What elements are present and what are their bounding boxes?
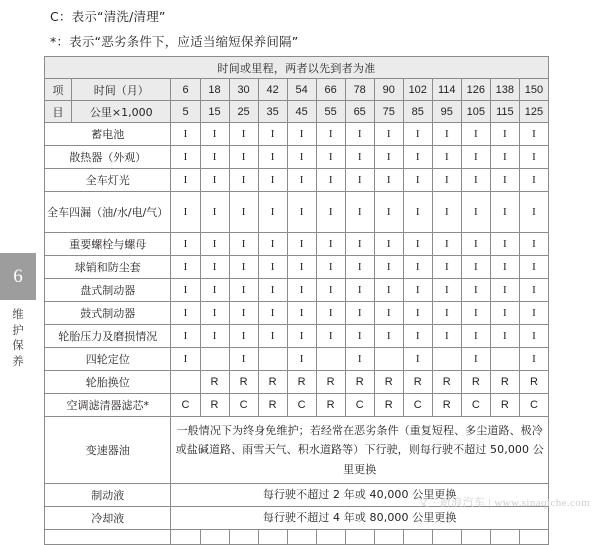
table-note-row	[45, 417, 549, 484]
legend-note-asterisk: *：表示“恶劣条件下，应适当缩短保养间隔”	[50, 34, 299, 49]
maintenance-mark: I	[490, 325, 519, 348]
maintenance-mark: I	[490, 302, 519, 325]
maintenance-mark: R	[200, 394, 229, 417]
table-row	[45, 371, 549, 394]
maintenance-mark: I	[316, 325, 345, 348]
maintenance-mark: I	[345, 256, 374, 279]
maintenance-mark: I	[403, 169, 432, 192]
maintenance-mark: C	[287, 394, 316, 417]
maintenance-mark: R	[258, 371, 287, 394]
maintenance-mark: I	[461, 233, 490, 256]
distance-km-value: 15	[200, 101, 229, 123]
maintenance-item-label: 重要螺栓与螺母	[45, 233, 171, 256]
maintenance-mark: I	[287, 233, 316, 256]
maintenance-note-text: 每行驶不超过 4 年或 80,000 公里更换	[171, 507, 549, 530]
maintenance-mark: I	[403, 348, 432, 371]
maintenance-mark: C	[461, 394, 490, 417]
maintenance-mark: I	[229, 256, 258, 279]
chapter-label-char: 护	[12, 322, 24, 337]
maintenance-item-label: 球销和防尘套	[45, 256, 171, 279]
time-month-value: 30	[229, 79, 258, 101]
time-month-value: 150	[519, 79, 548, 101]
maintenance-item-label: 制动液	[45, 484, 171, 507]
maintenance-item-label: 全车灯光	[45, 169, 171, 192]
maintenance-item-label	[45, 530, 171, 545]
maintenance-mark: I	[316, 192, 345, 233]
maintenance-mark: I	[200, 146, 229, 169]
maintenance-mark: I	[258, 279, 287, 302]
table-row-partial	[45, 530, 549, 545]
distance-km-value: 85	[403, 101, 432, 123]
maintenance-mark: C	[229, 394, 258, 417]
maintenance-mark: I	[200, 325, 229, 348]
maintenance-item-label: 鼓式制动器	[45, 302, 171, 325]
maintenance-mark: I	[432, 256, 461, 279]
maintenance-mark: I	[403, 325, 432, 348]
maintenance-mark: I	[287, 256, 316, 279]
time-month-value: 54	[287, 79, 316, 101]
distance-km-value: 105	[461, 101, 490, 123]
maintenance-mark: R	[432, 371, 461, 394]
time-month-value: 138	[490, 79, 519, 101]
maintenance-mark: I	[374, 233, 403, 256]
table-band-title: 时间或里程，两者以先到者为准	[45, 57, 549, 79]
maintenance-mark: I	[403, 279, 432, 302]
maintenance-mark: I	[519, 256, 548, 279]
maintenance-mark	[490, 530, 519, 545]
maintenance-mark: I	[519, 146, 548, 169]
maintenance-mark: I	[345, 146, 374, 169]
maintenance-mark	[258, 530, 287, 545]
maintenance-mark	[287, 530, 316, 545]
maintenance-schedule-table	[44, 56, 549, 545]
maintenance-mark: R	[519, 371, 548, 394]
maintenance-item-label: 冷却液	[45, 507, 171, 530]
maintenance-note-text: 一般情况下为终身免维护；若经常在恶劣条件（重复短程、多尘道路、极冷或盐碱道路、雨雪天气、积水道路等）下行驶，则每行驶不超过 50,000 公里更换	[171, 417, 549, 484]
maintenance-mark	[432, 530, 461, 545]
maintenance-mark: R	[374, 394, 403, 417]
maintenance-mark: R	[287, 371, 316, 394]
time-month-value: 6	[171, 79, 200, 101]
maintenance-mark: I	[490, 123, 519, 146]
maintenance-mark: I	[171, 348, 200, 371]
maintenance-mark	[171, 530, 200, 545]
maintenance-mark: I	[229, 348, 258, 371]
table-row	[45, 325, 549, 348]
maintenance-mark: I	[461, 256, 490, 279]
maintenance-mark: I	[171, 302, 200, 325]
table-note-row	[45, 507, 549, 530]
maintenance-mark: I	[287, 348, 316, 371]
maintenance-mark: I	[258, 302, 287, 325]
maintenance-mark: I	[287, 325, 316, 348]
maintenance-mark: I	[461, 192, 490, 233]
table-row	[45, 256, 549, 279]
maintenance-mark: I	[519, 348, 548, 371]
table-row	[45, 348, 549, 371]
maintenance-mark: I	[171, 256, 200, 279]
table-row	[45, 169, 549, 192]
maintenance-mark: I	[171, 279, 200, 302]
maintenance-item-label: 轮胎换位	[45, 371, 171, 394]
maintenance-mark: I	[461, 279, 490, 302]
maintenance-mark: I	[345, 169, 374, 192]
time-month-value: 42	[258, 79, 287, 101]
maintenance-mark: I	[345, 325, 374, 348]
axis-label-top: 项	[45, 79, 72, 101]
maintenance-mark: I	[258, 146, 287, 169]
maintenance-note-text: 每行驶不超过 2 年或 40,000 公里更换	[171, 484, 549, 507]
distance-km-value: 25	[229, 101, 258, 123]
maintenance-mark: I	[171, 192, 200, 233]
maintenance-mark	[316, 530, 345, 545]
table-note-row	[45, 484, 549, 507]
maintenance-mark: I	[432, 325, 461, 348]
maintenance-mark: I	[403, 123, 432, 146]
maintenance-mark: I	[258, 325, 287, 348]
maintenance-mark: I	[432, 192, 461, 233]
maintenance-mark: I	[229, 325, 258, 348]
maintenance-mark: I	[229, 123, 258, 146]
maintenance-mark: I	[287, 192, 316, 233]
distance-km-value: 5	[171, 101, 200, 123]
watermark: 文 · 新浪汽车 | www.sinaqiche.com	[418, 497, 591, 509]
maintenance-mark: I	[490, 233, 519, 256]
maintenance-mark: I	[200, 169, 229, 192]
distance-km-value: 75	[374, 101, 403, 123]
table-row	[45, 192, 549, 233]
maintenance-mark: R	[374, 371, 403, 394]
maintenance-mark: I	[374, 279, 403, 302]
legend-notes	[50, 4, 570, 54]
maintenance-mark: I	[345, 123, 374, 146]
maintenance-mark: I	[403, 192, 432, 233]
time-month-value: 78	[345, 79, 374, 101]
distance-km-value: 95	[432, 101, 461, 123]
maintenance-mark: I	[490, 279, 519, 302]
maintenance-mark: C	[519, 394, 548, 417]
chapter-tab	[0, 253, 36, 369]
maintenance-mark: I	[490, 169, 519, 192]
maintenance-mark: R	[316, 394, 345, 417]
maintenance-mark	[258, 348, 287, 371]
maintenance-mark: I	[287, 169, 316, 192]
maintenance-item-label: 全车四漏（油/水/电/气）	[45, 192, 171, 233]
maintenance-mark: R	[432, 394, 461, 417]
maintenance-mark: I	[374, 325, 403, 348]
maintenance-mark: I	[200, 279, 229, 302]
time-month-value: 102	[403, 79, 432, 101]
distance-km-value: 35	[258, 101, 287, 123]
maintenance-mark: I	[490, 256, 519, 279]
maintenance-mark: I	[345, 302, 374, 325]
maintenance-mark: I	[461, 348, 490, 371]
maintenance-mark: I	[403, 233, 432, 256]
table-row	[45, 146, 549, 169]
maintenance-mark: R	[200, 371, 229, 394]
maintenance-mark: I	[374, 192, 403, 233]
time-month-value: 90	[374, 79, 403, 101]
maintenance-mark: I	[432, 233, 461, 256]
maintenance-item-label: 变速器油	[45, 417, 171, 484]
maintenance-mark: I	[461, 169, 490, 192]
maintenance-mark	[171, 371, 200, 394]
maintenance-mark: I	[200, 302, 229, 325]
maintenance-mark: I	[345, 233, 374, 256]
distance-km-value: 115	[490, 101, 519, 123]
maintenance-mark: I	[519, 169, 548, 192]
maintenance-mark: I	[461, 302, 490, 325]
maintenance-mark: I	[258, 123, 287, 146]
maintenance-mark	[316, 348, 345, 371]
maintenance-mark: I	[200, 192, 229, 233]
maintenance-mark: C	[171, 394, 200, 417]
table-row	[45, 394, 549, 417]
maintenance-mark: R	[229, 371, 258, 394]
maintenance-mark: I	[171, 123, 200, 146]
maintenance-mark: I	[316, 146, 345, 169]
maintenance-mark	[490, 348, 519, 371]
maintenance-mark: I	[229, 169, 258, 192]
table-row	[45, 302, 549, 325]
maintenance-mark	[200, 530, 229, 545]
maintenance-mark: I	[258, 256, 287, 279]
table-row	[45, 123, 549, 146]
maintenance-mark: R	[403, 371, 432, 394]
maintenance-mark	[374, 348, 403, 371]
maintenance-mark: I	[432, 279, 461, 302]
maintenance-mark: C	[345, 394, 374, 417]
maintenance-mark: I	[200, 123, 229, 146]
chapter-label-char: 养	[12, 353, 24, 368]
maintenance-item-label: 轮胎压力及磨损情况	[45, 325, 171, 348]
maintenance-item-label: 蓄电池	[45, 123, 171, 146]
time-month-value: 66	[316, 79, 345, 101]
maintenance-mark: I	[229, 192, 258, 233]
maintenance-mark: R	[461, 371, 490, 394]
maintenance-mark: I	[171, 146, 200, 169]
maintenance-mark: I	[432, 169, 461, 192]
maintenance-mark: I	[258, 233, 287, 256]
maintenance-mark: I	[345, 279, 374, 302]
maintenance-mark	[229, 530, 258, 545]
maintenance-mark: I	[374, 146, 403, 169]
table-band-row	[45, 57, 549, 79]
maintenance-item-label: 四轮定位	[45, 348, 171, 371]
maintenance-mark: I	[519, 123, 548, 146]
maintenance-mark: I	[229, 279, 258, 302]
maintenance-mark: I	[287, 123, 316, 146]
maintenance-mark: I	[287, 146, 316, 169]
chapter-label	[0, 307, 36, 369]
maintenance-item-label: 空调滤清器滤芯*	[45, 394, 171, 417]
table-header-row-time	[45, 79, 549, 101]
maintenance-mark: I	[316, 256, 345, 279]
maintenance-mark: I	[345, 348, 374, 371]
row-header-distance: 公里×1,000	[71, 101, 171, 123]
maintenance-mark	[200, 348, 229, 371]
maintenance-mark: I	[432, 123, 461, 146]
chapter-label-char: 保	[12, 338, 24, 352]
maintenance-mark: I	[461, 123, 490, 146]
maintenance-mark: R	[345, 371, 374, 394]
maintenance-mark: I	[374, 256, 403, 279]
table-row	[45, 279, 549, 302]
maintenance-mark	[374, 530, 403, 545]
maintenance-mark: I	[374, 302, 403, 325]
maintenance-mark: R	[316, 371, 345, 394]
maintenance-mark	[461, 530, 490, 545]
maintenance-mark	[432, 348, 461, 371]
distance-km-value: 45	[287, 101, 316, 123]
time-month-value: 126	[461, 79, 490, 101]
maintenance-mark: I	[258, 169, 287, 192]
maintenance-mark: I	[171, 233, 200, 256]
maintenance-mark: I	[316, 279, 345, 302]
distance-km-value: 125	[519, 101, 548, 123]
maintenance-mark: I	[229, 233, 258, 256]
maintenance-mark: R	[490, 394, 519, 417]
maintenance-mark: R	[490, 371, 519, 394]
maintenance-mark: I	[519, 279, 548, 302]
maintenance-mark: I	[519, 233, 548, 256]
maintenance-mark: I	[374, 169, 403, 192]
maintenance-mark: I	[200, 256, 229, 279]
maintenance-mark: I	[316, 233, 345, 256]
maintenance-mark: I	[403, 256, 432, 279]
maintenance-mark: I	[287, 302, 316, 325]
table-header-row-distance	[45, 101, 549, 123]
maintenance-mark: I	[519, 325, 548, 348]
time-month-value: 18	[200, 79, 229, 101]
maintenance-mark: I	[461, 146, 490, 169]
maintenance-mark: I	[403, 302, 432, 325]
maintenance-mark: I	[432, 302, 461, 325]
chapter-number: 6	[0, 253, 36, 300]
maintenance-mark: I	[316, 302, 345, 325]
maintenance-mark: I	[200, 233, 229, 256]
axis-label-bottom: 目	[45, 101, 72, 123]
maintenance-mark: I	[229, 146, 258, 169]
distance-km-value: 65	[345, 101, 374, 123]
maintenance-mark: I	[171, 325, 200, 348]
maintenance-mark	[403, 530, 432, 545]
maintenance-mark: I	[374, 123, 403, 146]
maintenance-mark: I	[432, 146, 461, 169]
maintenance-mark: I	[258, 192, 287, 233]
maintenance-mark: C	[403, 394, 432, 417]
maintenance-mark: I	[287, 279, 316, 302]
row-header-time: 时间（月）	[71, 79, 171, 101]
distance-km-value: 55	[316, 101, 345, 123]
maintenance-mark: I	[345, 192, 374, 233]
maintenance-mark: R	[258, 394, 287, 417]
legend-note-c: C：表示“清洗/清理”	[50, 9, 166, 24]
maintenance-mark: I	[403, 146, 432, 169]
maintenance-mark: I	[519, 302, 548, 325]
maintenance-mark: I	[461, 325, 490, 348]
chapter-label-char: 维	[12, 307, 24, 321]
maintenance-mark: I	[316, 123, 345, 146]
maintenance-mark	[519, 530, 548, 545]
maintenance-mark: I	[316, 169, 345, 192]
maintenance-mark: I	[490, 192, 519, 233]
maintenance-mark: I	[490, 146, 519, 169]
time-month-value: 114	[432, 79, 461, 101]
table-row	[45, 233, 549, 256]
maintenance-item-label: 散热器（外观）	[45, 146, 171, 169]
maintenance-mark	[345, 530, 374, 545]
maintenance-mark: I	[519, 192, 548, 233]
maintenance-item-label: 盘式制动器	[45, 279, 171, 302]
maintenance-mark: I	[229, 302, 258, 325]
maintenance-mark: I	[171, 169, 200, 192]
